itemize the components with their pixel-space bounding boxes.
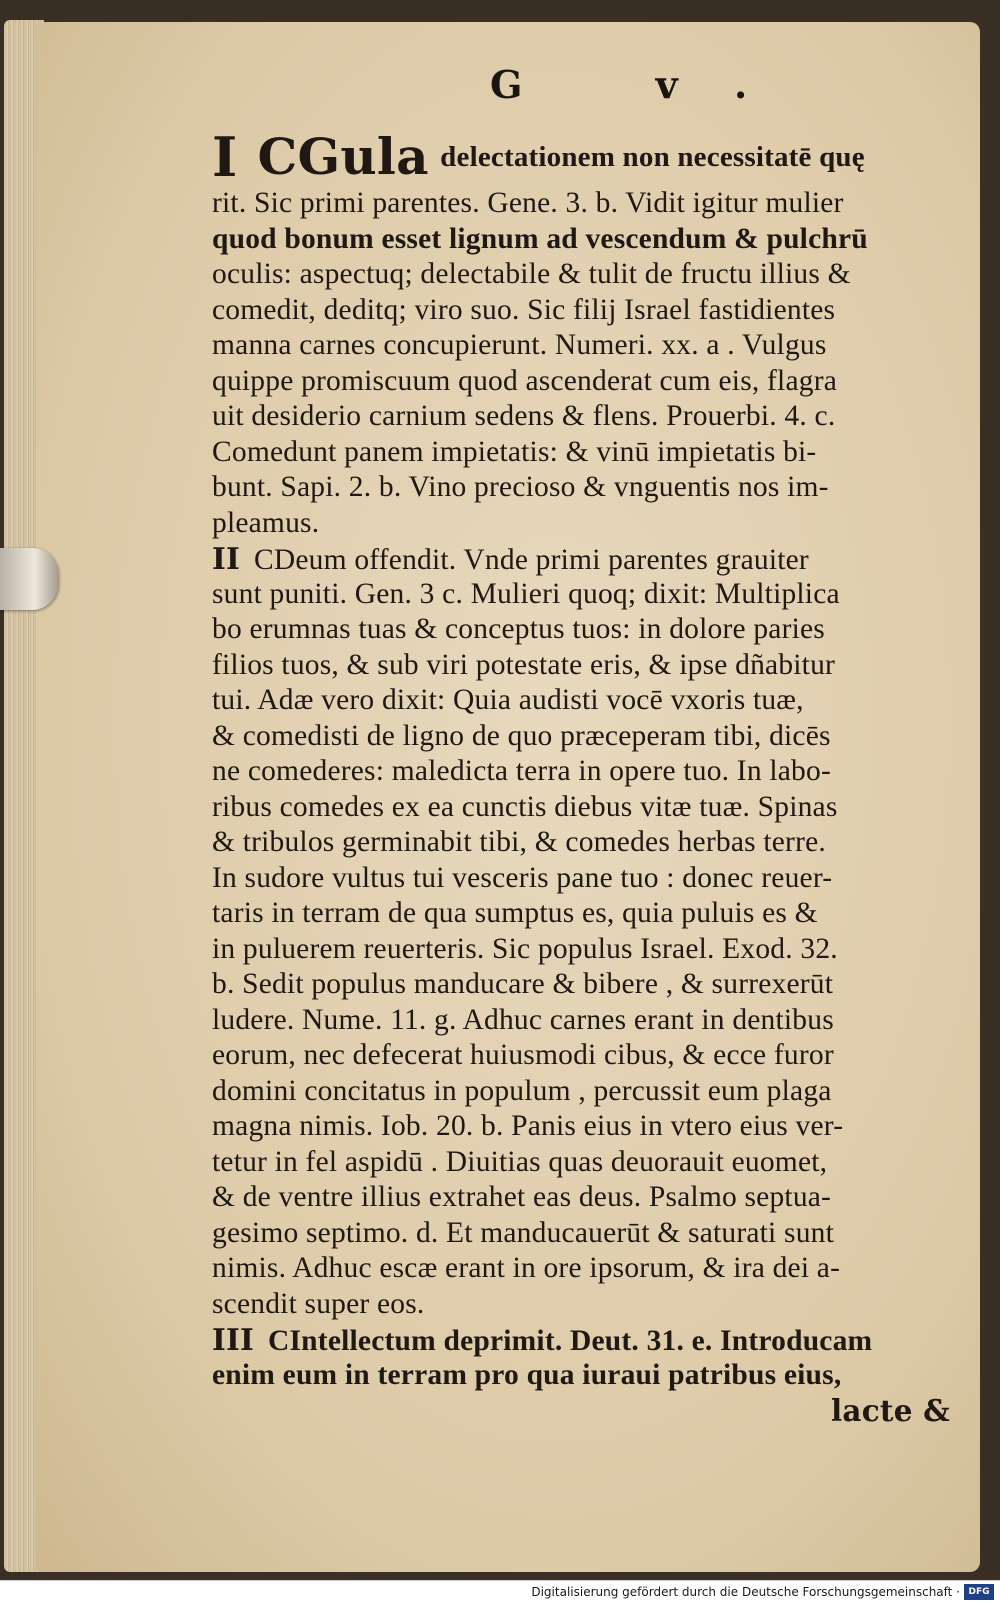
page-text <box>212 128 958 1429</box>
section-lead-word: CGula <box>257 128 429 186</box>
text-line: in puluerem reuerteris. Sic populus Israel. Exod. 32. <box>212 932 838 965</box>
text-line: ludere. Nume. 11. g. Adhuc carnes erant in dentibus <box>212 1003 834 1036</box>
section-number: II <box>212 541 240 576</box>
text-line: enim eum in terram pro qua iuraui patribus eius, <box>212 1358 842 1391</box>
section-1-first-line <box>212 128 958 186</box>
book-clasp <box>0 548 58 610</box>
text-line: b. Sedit populus manducare & bibere , & surrexerūt <box>212 968 834 1000</box>
text-line: oculis: aspectuq; delectabile & tulit de fructu illius & <box>212 258 851 290</box>
text-line: tui. Adæ vero dixit: Quia audisti vocē vxoris tuæ, <box>212 684 804 716</box>
text-line: filios tuos, & sub viri potestate eris, & ipse dñabitur <box>212 648 836 681</box>
catchword: lacte & <box>831 1393 950 1428</box>
text-line: eorum, nec defecerat huiusmodi cibus, & ecce furor <box>212 1039 834 1071</box>
text-line: quod bonum esset lignum ad vescendum & pulchrū <box>212 222 868 255</box>
text-line: pleamus. <box>212 506 320 539</box>
signature-mark: G v. <box>490 62 808 107</box>
text-line: uit desiderio carnium sedens & flens. Prouerbi. 4. c. <box>212 400 836 432</box>
text-line: & tribulos germinabit tibi, & comedes herbas terre. <box>212 826 826 858</box>
text-line: rit. Sic primi parentes. Gene. 3. b. Vidit igitur mulier <box>212 187 844 219</box>
footer-bar <box>0 1580 1000 1604</box>
line-text: delectationem non necessitatē quę <box>440 141 865 173</box>
text-line: nimis. Adhuc escæ erant in ore ipsorum, & ira dei a- <box>212 1252 841 1284</box>
text-line: In sudore vultus tui vesceris pane tuo : donec reuer- <box>212 861 833 894</box>
line-text: CDeum offendit. Vnde primi parentes grauiter <box>254 544 809 576</box>
text-line: bo erumnas tuas & conceptus tuos: in dolore paries <box>212 613 825 645</box>
text-line: magna nimis. Iob. 20. b. Panis eius in vtero eius ver- <box>212 1110 844 1142</box>
text-line: manna carnes concupierunt. Numeri. xx. a . Vulgus <box>212 329 827 361</box>
line-text: CIntellectum deprimit. Deut. 31. e. Introducam <box>268 1325 873 1357</box>
section-3-first-line <box>212 1322 958 1358</box>
text-line: sunt puniti. Gen. 3 c. Mulieri quoq; dixit: Multiplica <box>212 577 840 610</box>
text-line: & de ventre illius extrahet eas deus. Psalmo septua- <box>212 1181 832 1213</box>
text-line: & comedisti de ligno de quo præceperam tibi, dicēs <box>212 719 831 752</box>
text-line: domini concitatus in populum , percussit eum plaga <box>212 1074 832 1107</box>
text-line: gesimo septimo. d. Et manducauerūt & saturati sunt <box>212 1216 835 1249</box>
text-line: quippe promiscuum quod ascenderat cum eis, flagra <box>212 364 838 397</box>
text-line: scendit super eos. <box>212 1287 425 1320</box>
section-number: III <box>212 1322 254 1357</box>
text-line: tetur in fel aspidū . Diuitias quas deuorauit euomet, <box>212 1145 828 1178</box>
text-line: comedit, deditq; viro suo. Sic filij Israel fastidientes <box>212 293 836 326</box>
text-line: bunt. Sapi. 2. b. Vino precioso & vnguentis nos im- <box>212 471 829 503</box>
text-line: ne comederes: maledicta terra in opere tuo. In labo- <box>212 755 831 787</box>
text-line: Comedunt panem impietatis: & vinū impietatis bi- <box>212 435 817 468</box>
text-line: taris in terram de qua sumptus es, quia puluis es & <box>212 897 818 929</box>
text-line: ribus comedes ex ea cunctis diebus vitæ tuæ. Spinas <box>212 790 838 823</box>
section-number: I <box>212 128 238 186</box>
funding-credit: Digitalisierung gefördert durch die Deutsche Forschungsgemeinschaft · <box>531 1585 960 1599</box>
dfg-logo: DFG <box>964 1584 994 1600</box>
section-2-first-line <box>212 541 958 577</box>
